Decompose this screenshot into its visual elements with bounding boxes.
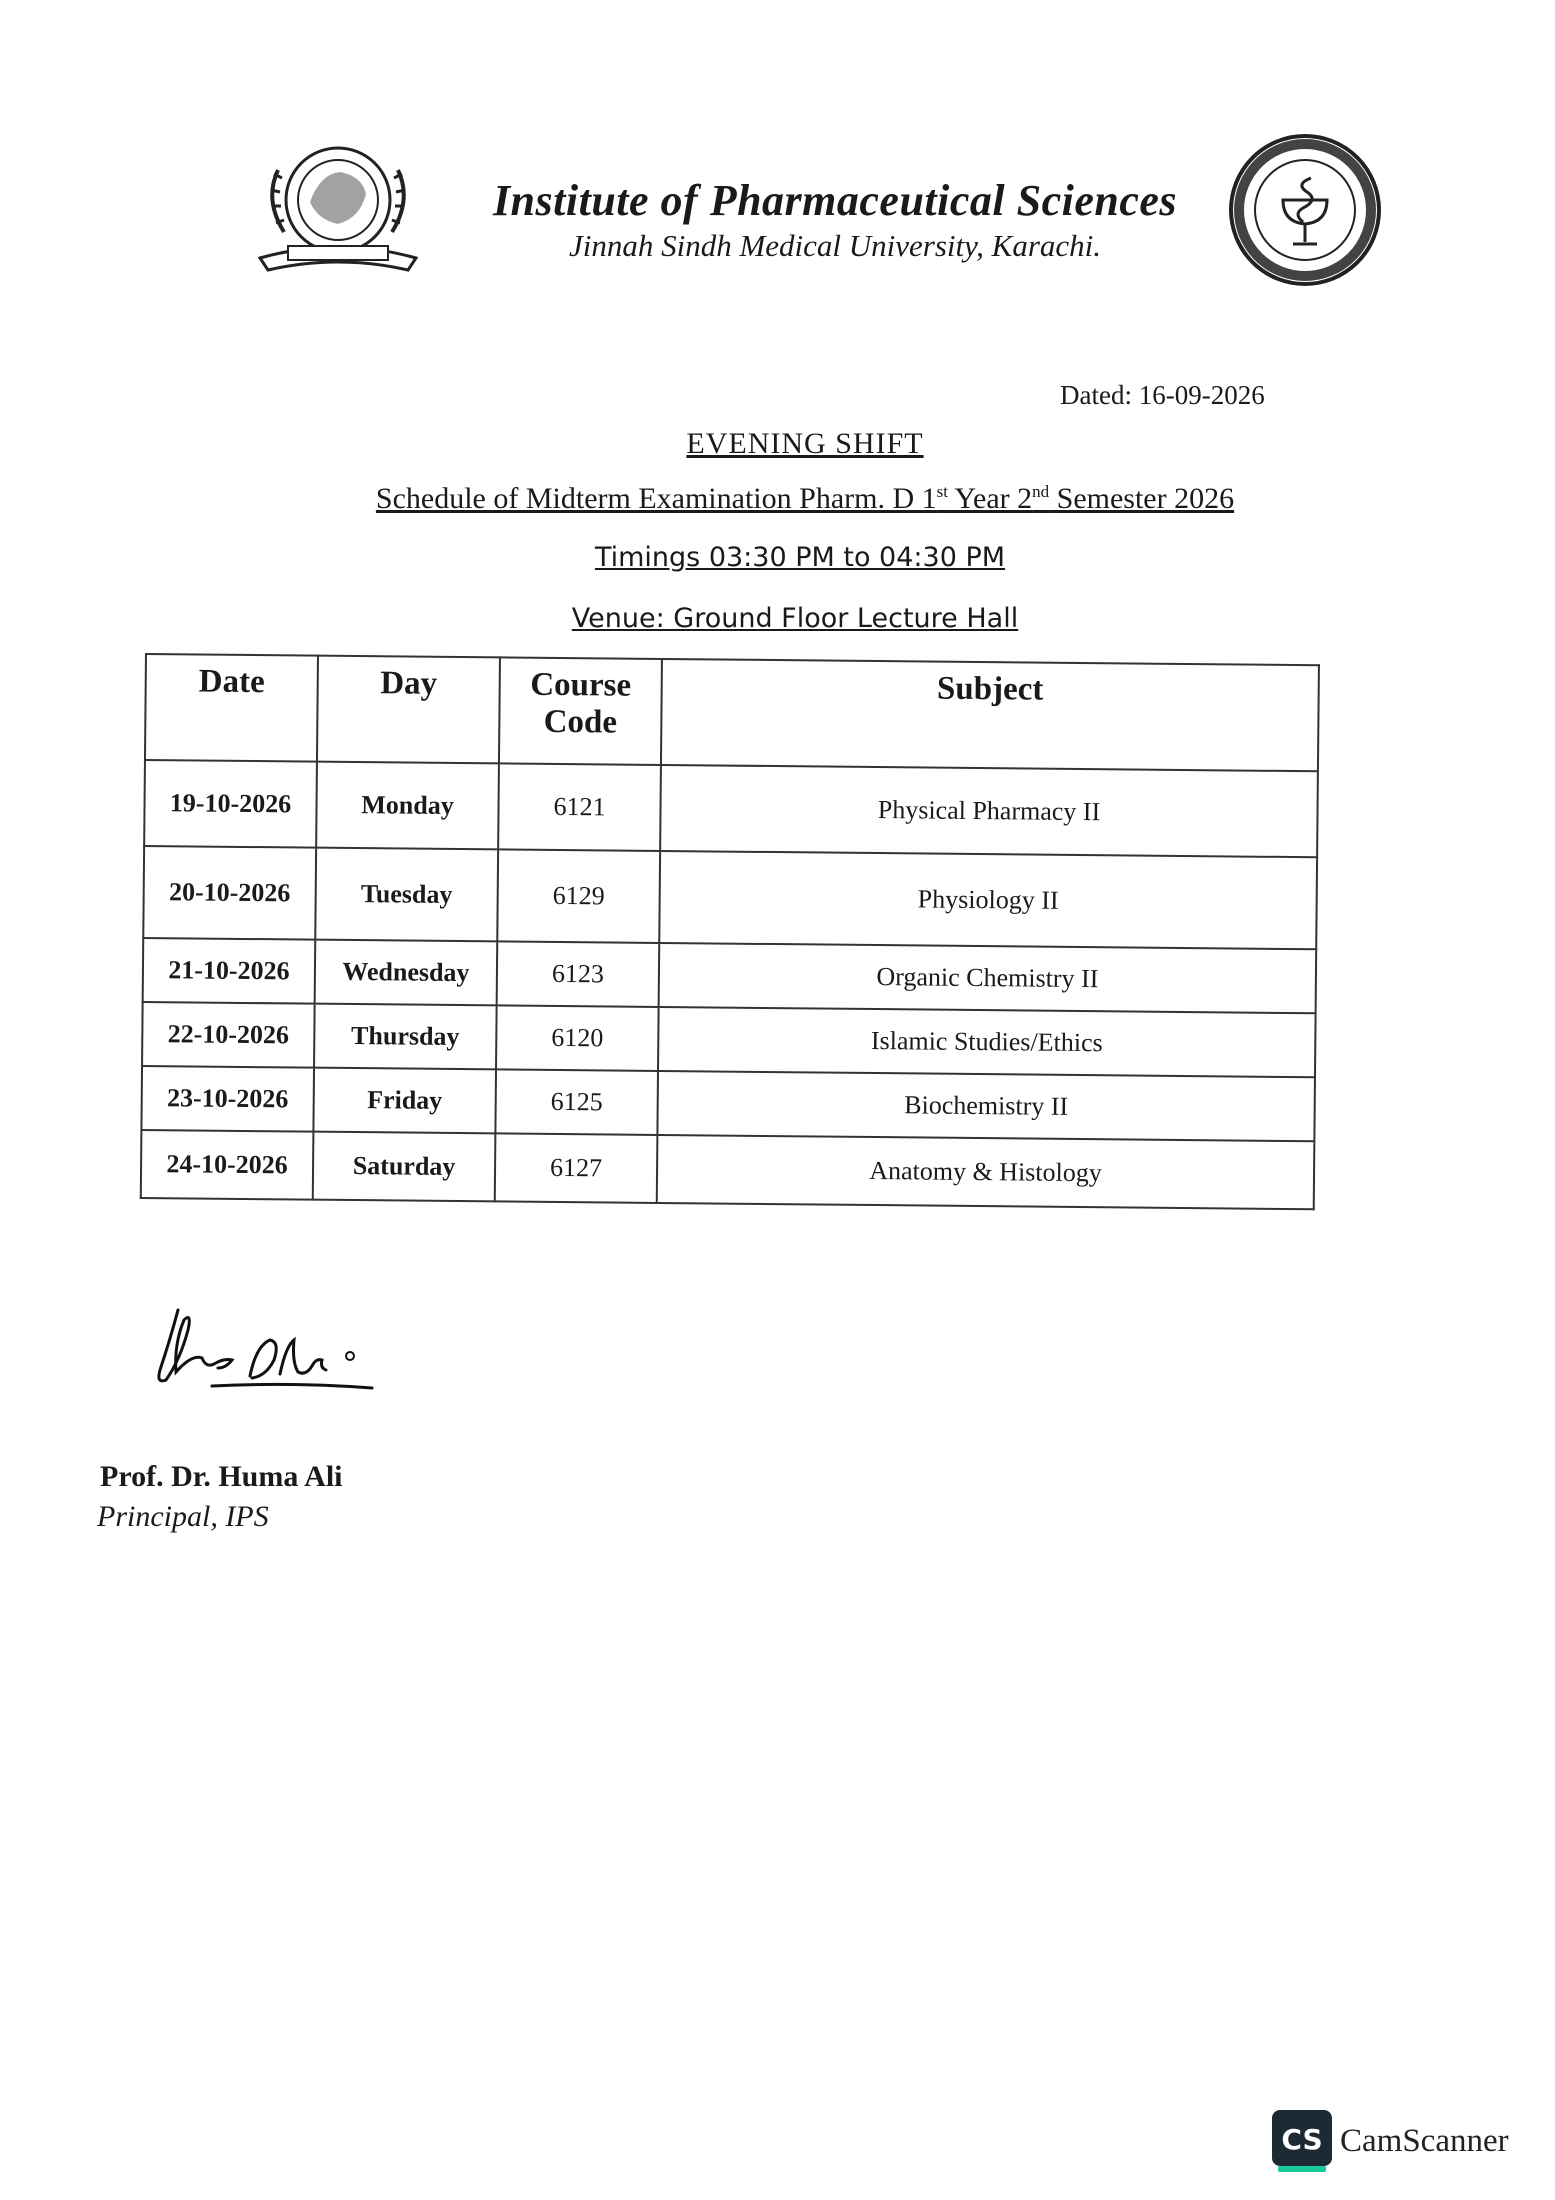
university-name: Jinnah Sindh Medical University, Karachi.: [568, 228, 1102, 263]
table-row: [141, 1066, 1315, 1141]
exam-schedule-table: [140, 653, 1320, 1210]
day-cell: Saturday: [313, 1132, 496, 1202]
table-row: [143, 846, 1317, 949]
institute-name: Institute of Pharmaceutical Sciences: [492, 176, 1178, 225]
timings-line: Timings 03:30 PM to 04:30 PM: [594, 542, 1006, 573]
university-seal-icon: [248, 130, 428, 290]
course-code-cell: 6129: [497, 849, 660, 943]
camscanner-logo-icon: [1272, 2110, 1332, 2172]
course-code-cell: 6121: [498, 763, 661, 851]
table-row: [144, 760, 1318, 857]
subject-cell: Anatomy & Histology: [657, 1135, 1315, 1209]
header-course-code: Course Code: [499, 657, 662, 765]
table-row: [141, 1130, 1315, 1209]
subject-cell: Biochemistry II: [657, 1071, 1315, 1141]
dated-line: Dated: 16-09-2026: [1060, 380, 1265, 410]
subject-cell: Organic Chemistry II: [659, 943, 1317, 1013]
schedule-title: Schedule of Midterm Examination Pharm. D 1st Year 2nd Semester 2026: [375, 482, 1235, 515]
shift-title: EVENING SHIFT: [686, 427, 924, 460]
header-day: Day: [317, 656, 500, 764]
course-code-cell: 6127: [495, 1133, 658, 1203]
table-row: [143, 938, 1317, 1013]
subject-cell: Islamic Studies/Ethics: [658, 1007, 1316, 1077]
day-cell: Friday: [313, 1068, 496, 1134]
subject-cell: Physiology II: [659, 851, 1317, 949]
day-cell: Wednesday: [315, 940, 498, 1006]
date-cell: 21-10-2026: [143, 938, 316, 1004]
course-code-cell: 6123: [497, 941, 660, 1007]
camscanner-label: CamScanner: [1340, 2123, 1509, 2159]
date-cell: 22-10-2026: [142, 1002, 315, 1068]
table-header-row: [145, 654, 1319, 771]
day-cell: Tuesday: [315, 848, 498, 942]
course-code-cell: 6125: [495, 1069, 658, 1135]
svg-text:CS: CS: [1281, 2123, 1323, 2156]
date-cell: 20-10-2026: [143, 846, 316, 940]
course-code-cell: 6120: [496, 1005, 659, 1071]
subject-cell: Physical Pharmacy II: [660, 765, 1318, 857]
date-cell: 24-10-2026: [141, 1130, 314, 1200]
date-cell: 23-10-2026: [141, 1066, 314, 1132]
date-cell: 19-10-2026: [144, 760, 317, 848]
day-cell: Thursday: [314, 1004, 497, 1070]
day-cell: Monday: [316, 762, 499, 850]
table-row: [142, 1002, 1316, 1077]
handwritten-signature: [140, 1290, 380, 1420]
signatory-title: Principal, IPS: [97, 1500, 269, 1533]
header-subject: Subject: [661, 659, 1319, 771]
header-date: Date: [145, 654, 318, 762]
signatory-name: Prof. Dr. Huma Ali: [100, 1460, 343, 1493]
pharmacy-seal-icon: [1215, 130, 1395, 290]
venue-line: Venue: Ground Floor Lecture Hall: [571, 603, 1019, 634]
